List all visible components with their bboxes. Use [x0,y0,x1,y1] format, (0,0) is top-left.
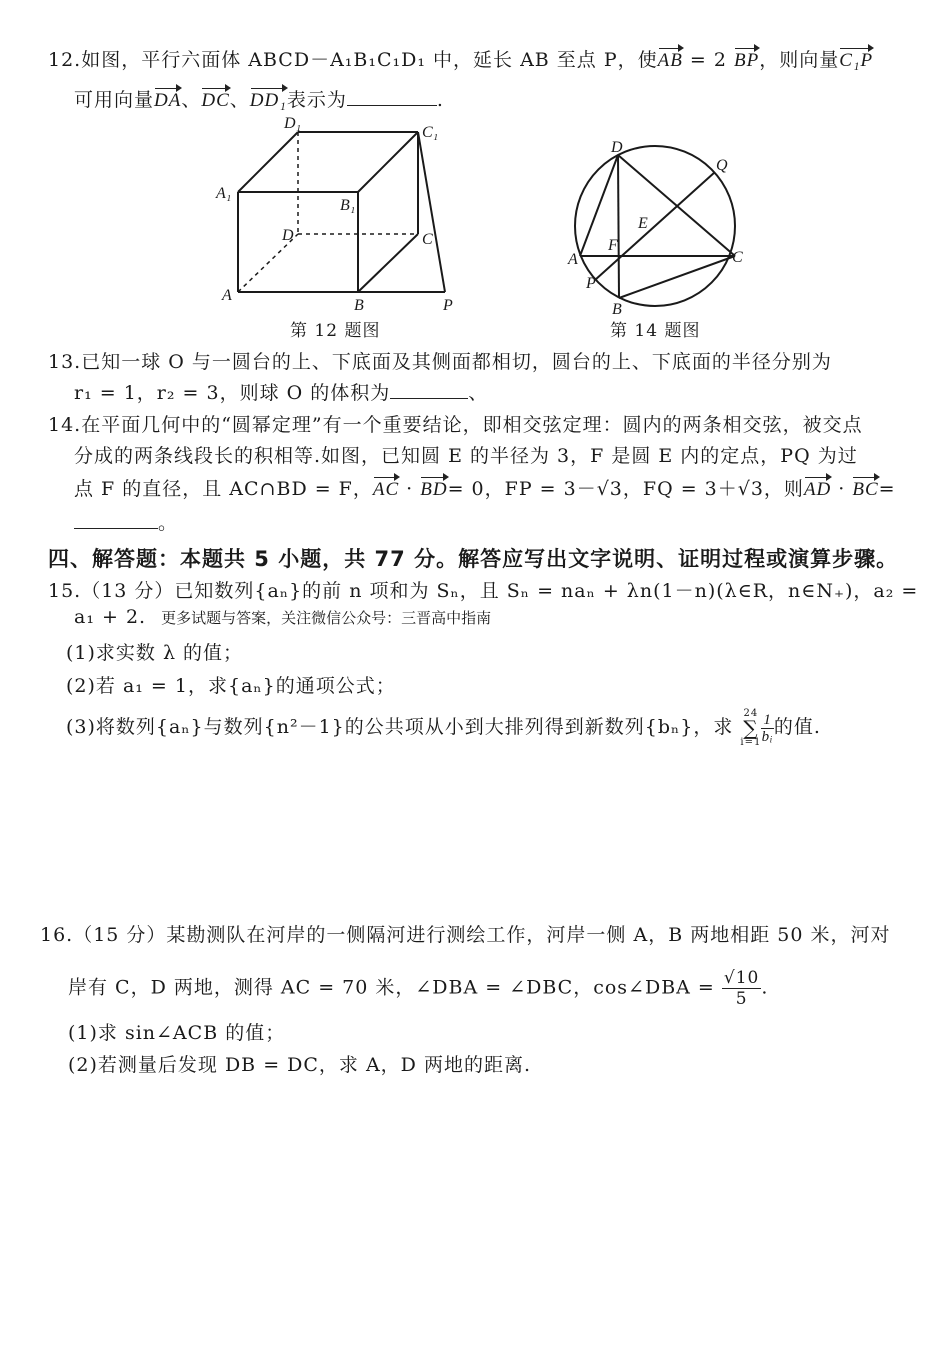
figure-14-circle [560,138,760,318]
label-q: Q [716,157,728,174]
vector-dc: DC [201,90,230,111]
q15-line1: 15.（13 分）已知数列{aₙ}的前 n 项和为 Sₙ，且 Sₙ = naₙ + λn(1－n)(λ∈R，n∈N₊)，a₂ = [48,580,919,602]
q14-line1: 14.在平面几何中的“圆幂定理”有一个重要结论，即相交弦定理：圆内的两条相交弦，被交点 [48,414,863,436]
q13-line1: 13.已知一球 O 与一圆台的上、下底面及其侧面都相切，圆台的上、下底面的半径分别为 [48,351,832,373]
label-c: C [422,231,433,248]
q14-text: 点 F 的直径，且 AC∩BD = F， [74,478,373,500]
q13-end: 、 [468,382,489,404]
figure-12-caption: 第 12 题图 [290,321,381,341]
q16-part1: (1)求 sin∠ACB 的值； [68,1022,286,1044]
figure-14-caption: 第 14 题图 [610,321,701,341]
vector-ac: AC [372,479,400,500]
sigma-symbol: ∑ [743,716,759,740]
fraction [761,712,774,745]
q12-text: 12.如图，平行六面体 ABCD－A₁B₁C₁D₁ 中，延长 AB 至点 P，使 [48,49,658,71]
vector-da: DA [154,90,182,111]
vector-bc: BC [852,479,879,500]
section-4-heading: 四、解答题：本题共 5 小题，共 77 分。解答应写出文字说明、证明过程或演算步骤。 [48,547,899,571]
q14-line2: 分成的两条线段长的积相等.如图，已知圆 E 的半径为 3，F 是圆 E 内的定点，PQ 为过 [74,445,858,467]
label-b: B [354,297,364,314]
q16-part2: (2)若测量后发现 DB = DC，求 A，D 两地的距离. [68,1054,531,1076]
dot: · [399,478,421,500]
q16-end: . [761,976,769,999]
vector-ad: AD [803,479,832,500]
q14-line4 [74,508,178,535]
q15-part1: (1)求实数 λ 的值； [66,642,244,664]
q12-text3: 表示为 [286,89,347,111]
vector-dd1: DD₁ [249,90,287,111]
label-p: P [586,275,596,292]
q14-eq: = [878,478,896,500]
q12-text2: 可用向量 [74,89,155,111]
label-b1: B₁ [340,197,356,214]
q12-line2 [74,85,444,112]
summation [740,708,761,748]
label-d1: D₁ [284,115,302,132]
label-d: D [611,139,623,156]
q12-end: . [436,89,444,111]
label-a: A [568,251,578,268]
q12-eq: = 2 [689,49,727,71]
answer-blank [74,527,158,529]
label-b: B [612,301,622,318]
dot: · [831,478,853,500]
label-e: E [638,215,648,232]
label-a1: A₁ [216,185,232,202]
label-f: F [608,237,618,254]
q16-line2 [68,968,768,1009]
vector-c1p: C₁P [839,50,874,71]
q12-mid: ，则向量 [759,49,840,71]
chord-db [618,155,619,298]
figure-12-parallelepiped [210,112,510,322]
frac-den: 5 [735,989,748,1009]
answer-blank [390,397,468,399]
q15-part3 [66,708,821,748]
sep: 、 [229,89,250,111]
q16-line1: 16.（15 分）某勘测队在河岸的一侧隔河进行测绘工作，河岸一侧 A，B 两地相距 50 米，河对 [40,924,891,946]
vector-bd: BD [420,479,448,500]
frac-num: √10 [723,968,760,988]
label-a: A [222,287,232,304]
answer-blank [347,104,437,106]
label-c1: C₁ [422,124,439,141]
q15-line2 [74,606,491,628]
fraction-sqrt10-over-5 [722,968,761,1009]
q15-part2: (2)若 a₁ = 1，求{aₙ}的通项公式； [66,675,396,697]
q14-text2: = 0，FP = 3－√3，FQ = 3＋√3，则 [447,478,804,500]
vector-ab: AB [657,50,683,71]
q12-line1 [48,45,873,72]
label-p: P [443,297,453,314]
edge-c1p [418,132,445,292]
frac-den: bᵢ [761,728,774,745]
q14-end: 。 [158,512,179,534]
sep: 、 [181,89,202,111]
q15-end: 的值. [773,716,821,738]
vector-bp: BP [734,50,760,71]
q16-text: 岸有 C，D 两地，测得 AC = 70 米，∠DBA = ∠DBC，cos∠DBA = [68,976,715,999]
q15-text: a₁ + 2. [74,606,147,628]
q13-text: r₁ = 1，r₂ = 3，则球 O 的体积为 [74,382,391,404]
frac-num: 1 [763,711,772,728]
edge-a1d1 [238,132,298,192]
sum-upper: 24 [743,708,759,719]
promo-note: 更多试题与答案，关注微信公众号：三晋高中指南 [161,609,492,627]
q13-line2 [74,378,488,405]
edge-b1c1 [358,132,418,192]
q14-line3 [74,474,896,501]
edge-bc [358,234,418,292]
label-c: C [732,249,743,266]
sum-lower: i=1 [740,737,762,748]
label-d: D [282,227,294,244]
q15-text3: (3)将数列{aₙ}与数列{n²－1}的公共项从小到大排列得到新数列{bₙ}，求 [66,716,734,738]
